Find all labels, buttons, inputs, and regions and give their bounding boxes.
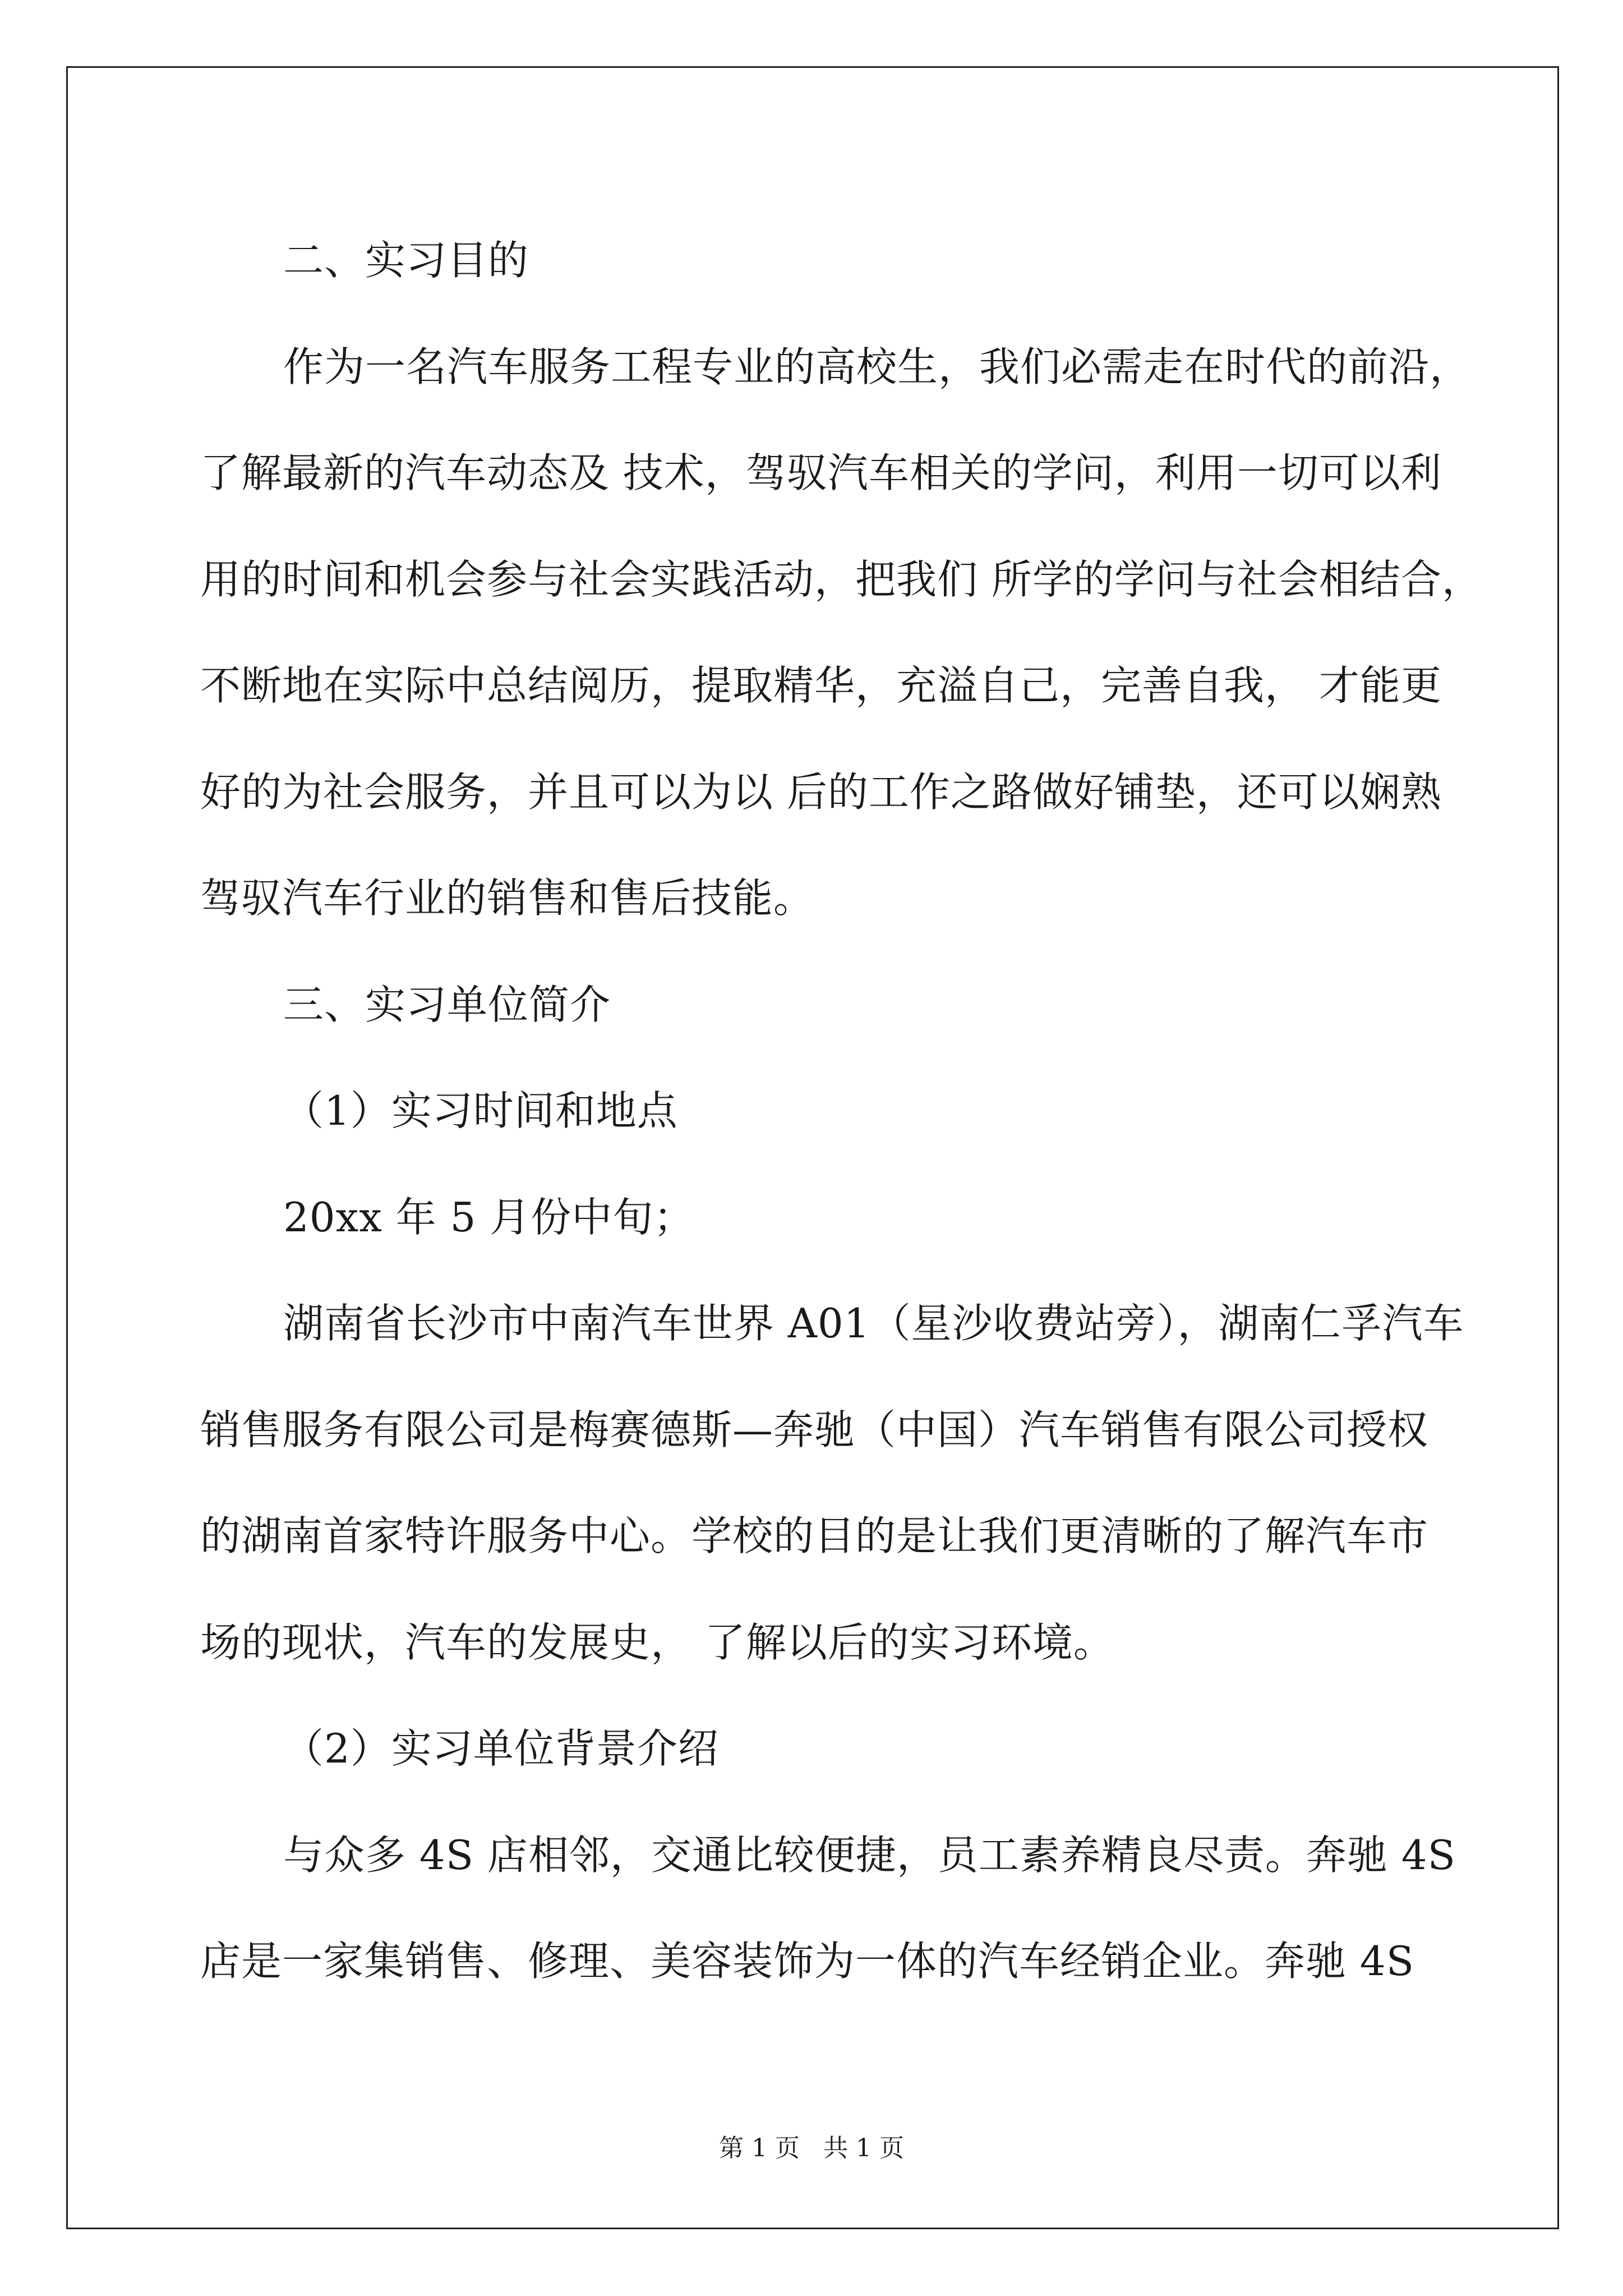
document-body <box>200 208 1483 2015</box>
paragraph-line: 20xx 年 5 月份中旬； <box>283 1193 695 1241</box>
paragraph-line: 用的时间和机会参与社会实践活动，把我们 所学的学问与社会相结合， <box>200 555 1483 603</box>
paragraph-line: 了解最新的汽车动态及 技术，驾驭汽车相关的学问，利用一切可以利 <box>200 449 1442 496</box>
paragraph-line: 与众多 4S 店相邻，交通比较便捷，员工素养精良尽责。奔驰 4S <box>283 1831 1456 1879</box>
heading-internship-purpose: 二、实习目的 <box>283 237 529 284</box>
paragraph-line: 湖南省长沙市中南汽车世界 A01（星沙收费站旁），湖南仁孚汽车 <box>283 1300 1464 1347</box>
paragraph-line: 好的为社会服务，并且可以为以 后的工作之路做好铺垫，还可以娴熟 <box>200 768 1442 816</box>
subheading-time-place: （1）实习时间和地点 <box>283 1087 678 1134</box>
paragraph-line: 不断地在实际中总结阅历，提取精华，充溢自己，完善自我， 才能更 <box>200 662 1442 709</box>
subheading-company-background: （2）实习单位背景介绍 <box>283 1725 719 1772</box>
paragraph-line: 作为一名汽车服务工程专业的高校生，我们必需走在时代的前沿， <box>283 343 1471 390</box>
paragraph-line: 的湖南首家特许服务中心。学校的目的是让我们更清晰的了解汽车市 <box>200 1512 1429 1559</box>
paragraph-line: 销售服务有限公司是梅赛德斯—奔驰（中国）汽车销售有限公司授权 <box>200 1406 1429 1453</box>
paragraph-line: 店是一家集销售、修理、美容装饰为一体的汽车经销企业。奔驰 4S <box>200 1938 1415 1985</box>
paragraph-line: 驾驭汽车行业的销售和售后技能。 <box>200 875 815 922</box>
page-number-footer: 第 1 页 共 1 页 <box>719 2134 904 2162</box>
paragraph-line: 场的现状，汽车的发展史， 了解以后的实习环境。 <box>200 1618 1114 1666</box>
heading-company-intro: 三、实习单位简介 <box>283 981 611 1028</box>
